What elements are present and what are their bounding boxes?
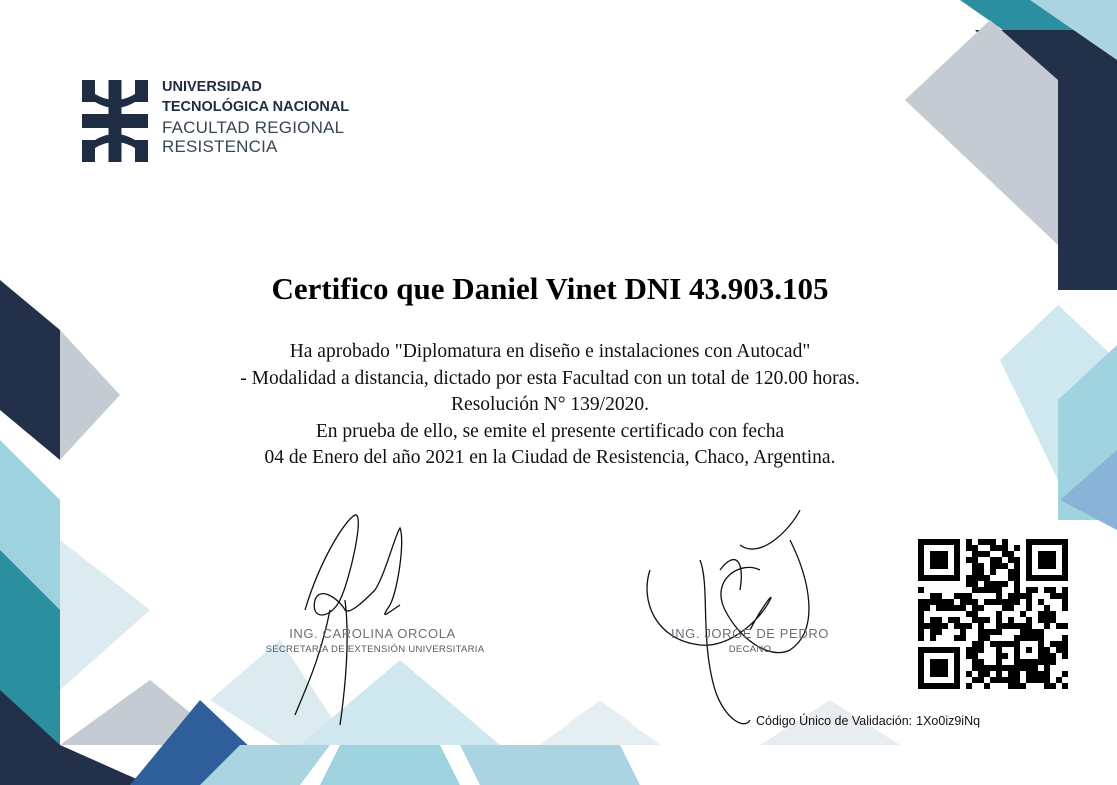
logo-faculty-line: RESISTENCIA <box>162 137 278 156</box>
deco-shape <box>300 660 500 745</box>
signatory-role-left: SECRETARÍA DE EXTENSIÓN UNIVERSITARIA <box>265 644 485 655</box>
qr-code[interactable] <box>918 539 1068 689</box>
body-line: - Modalidad a distancia, dictado por esta Facultad con un total de 120.00 horas. <box>240 367 860 389</box>
university-logo <box>82 80 382 170</box>
certificate-title: Certifico que Daniel Vinet DNI 43.903.105 <box>271 271 829 306</box>
logo-university-line: TECNOLÓGICA NACIONAL <box>162 98 350 115</box>
deco-shape <box>60 540 150 690</box>
deco-shape <box>460 745 640 785</box>
signatory-name-right: ING. JORGE DE PEDRO <box>670 626 830 641</box>
validation-value: 1Xo0iz9iNq <box>916 714 981 728</box>
logo-faculty-line: FACULTAD REGIONAL <box>162 118 345 137</box>
body-line: En prueba de ello, se emite el presente certificado con fecha <box>315 420 785 442</box>
logo-university-line: UNIVERSIDAD <box>162 79 262 95</box>
certificate-body <box>0 339 1100 472</box>
utn-emblem-icon <box>82 80 148 162</box>
deco-shape <box>320 745 460 785</box>
body-line: Ha aprobado "Diplomatura en diseño e instalaciones con Autocad" <box>289 341 811 362</box>
body-line: 04 de Enero del año 2021 en la Ciudad de Resistencia, Chaco, Argentina. <box>264 447 836 468</box>
signature-right <box>647 510 809 724</box>
signatory-name-left: ING. CAROLINA ORCOLA <box>289 626 456 641</box>
body-line: Resolución N° 139/2020. <box>451 394 649 415</box>
validation-label: Código Único de Validación: <box>756 714 913 728</box>
validation-code <box>756 714 980 728</box>
signatory-role-right: DECANO <box>728 644 772 655</box>
deco-shape <box>540 700 660 745</box>
